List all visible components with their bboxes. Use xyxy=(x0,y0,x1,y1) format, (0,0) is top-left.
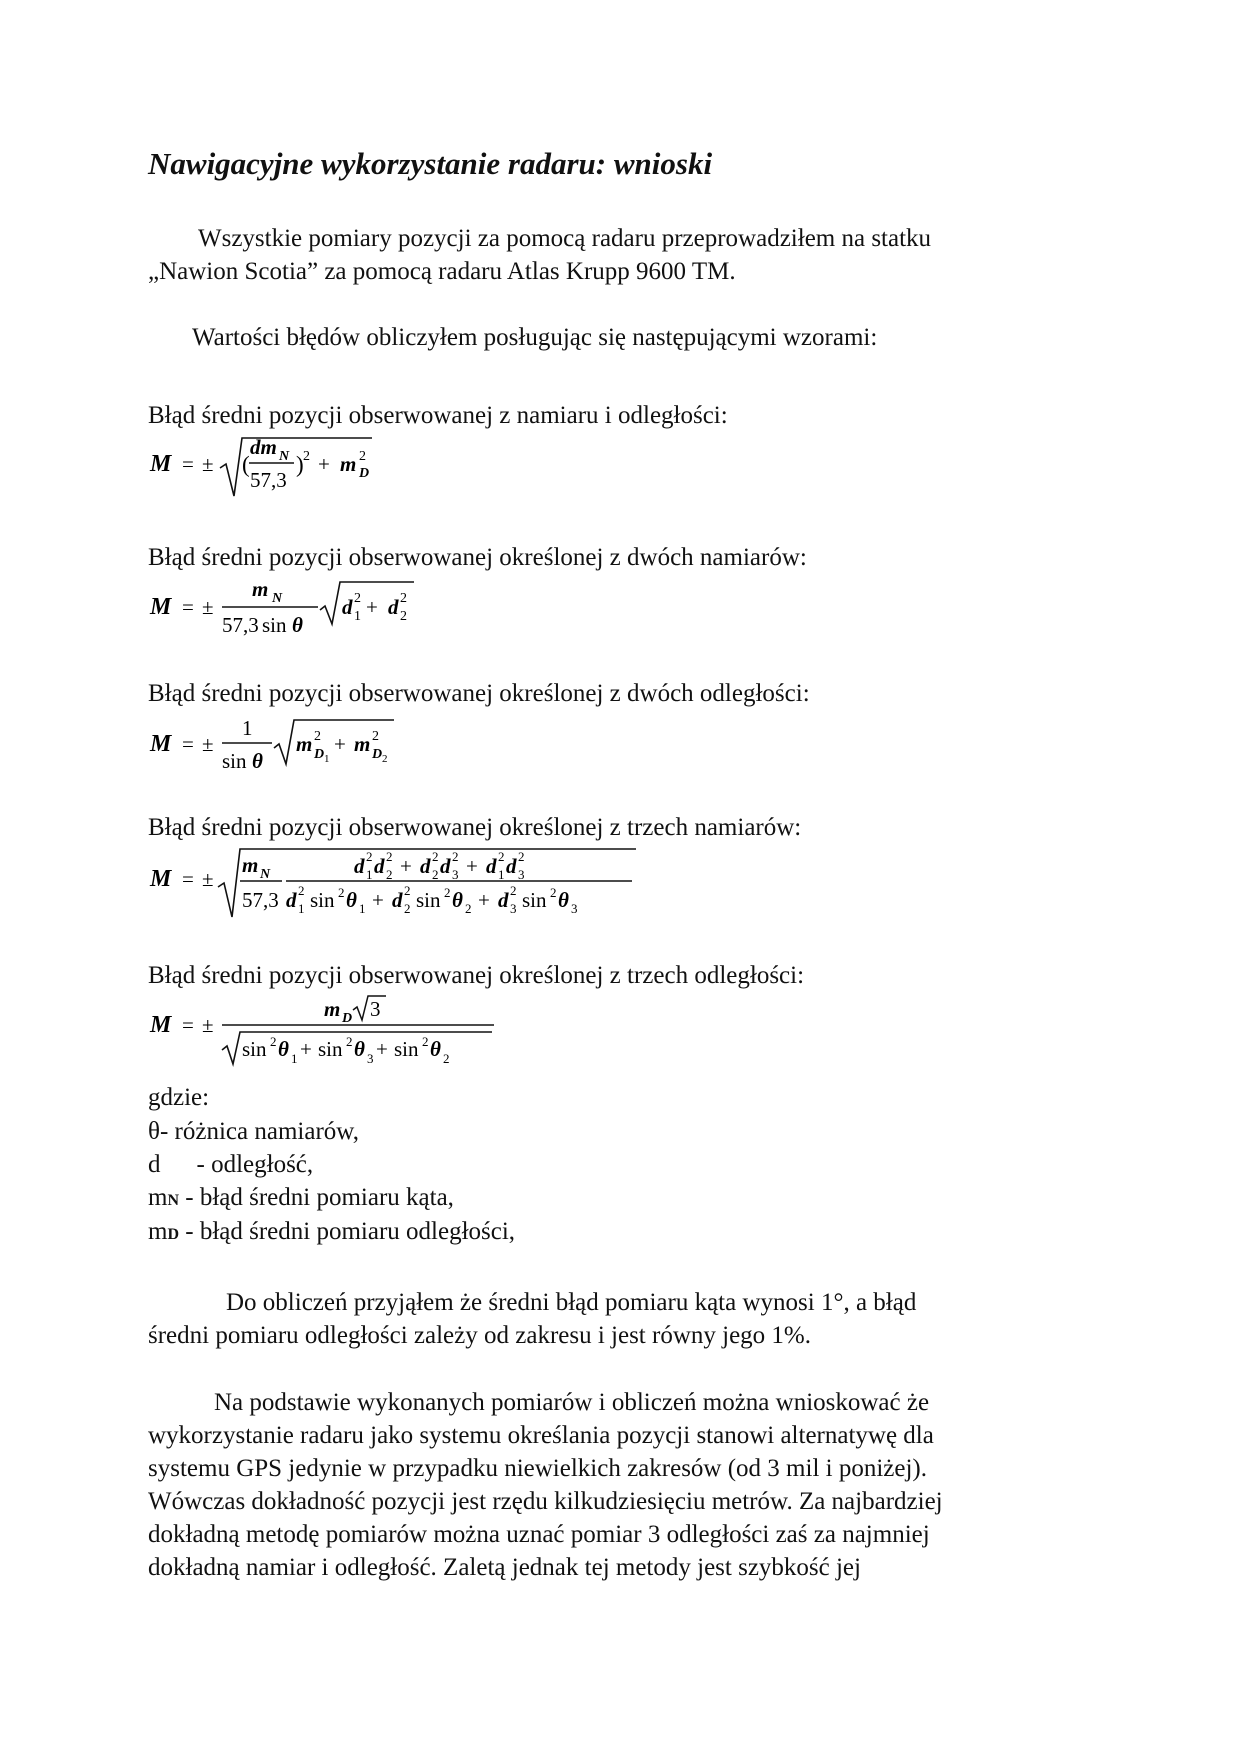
math-exp-2: 2 xyxy=(422,1034,429,1049)
math-sub-D: D xyxy=(359,466,370,481)
math-M: M xyxy=(150,731,172,757)
math-sub-3: 3 xyxy=(510,901,517,916)
math-d: d xyxy=(392,888,403,912)
legend-d-text: - odległość, xyxy=(196,1151,314,1178)
math-exp-2: 2 xyxy=(270,1034,277,1049)
math-exp-2: 2 xyxy=(400,591,407,606)
math-d: d xyxy=(342,595,353,619)
math-eq: = xyxy=(182,732,194,756)
math-exp-2: 2 xyxy=(372,729,379,744)
math-sub-1: 1 xyxy=(498,867,505,882)
assumption-line-2: średni pomiaru odległości zależy od zakresu i jest równy jego 1%. xyxy=(148,1322,812,1349)
math-M: M xyxy=(150,1012,172,1038)
math-57-3: 57,3 xyxy=(222,613,259,637)
math-M: M xyxy=(150,451,172,477)
math-exp-2: 2 xyxy=(303,449,310,464)
math-exp-2: 2 xyxy=(444,885,451,900)
math-sin: sin xyxy=(318,1037,343,1061)
math-plus: + xyxy=(318,452,330,476)
math-three: 3 xyxy=(370,997,381,1021)
math-d: d xyxy=(374,854,385,878)
math-sub-1: 1 xyxy=(298,901,305,916)
formula-2-equation xyxy=(146,574,446,646)
math-theta: θ xyxy=(558,888,569,912)
math-sub-3: 3 xyxy=(571,901,578,916)
math-d: d xyxy=(440,854,451,878)
math-d: d xyxy=(354,854,365,878)
math-sub-D: D xyxy=(314,747,325,762)
conclusion-line-2: wykorzystanie radaru jako systemu określania pozycji stanowi alternatywę dla xyxy=(148,1422,934,1449)
legend-gdzie: gdzie: xyxy=(148,1084,210,1111)
math-sin: sin xyxy=(522,888,547,912)
math-sub-3: 3 xyxy=(518,867,525,882)
math-exp-2: 2 xyxy=(346,1034,353,1049)
math-exp-2: 2 xyxy=(314,729,321,744)
math-pm: ± xyxy=(202,867,214,891)
legend-mn xyxy=(148,1181,454,1217)
math-d: d xyxy=(388,595,399,619)
math-plus: + xyxy=(400,854,412,878)
math-m: m xyxy=(242,853,259,877)
math-d: d xyxy=(506,854,517,878)
math-eq: = xyxy=(182,595,194,619)
math-sub-3: 3 xyxy=(367,1051,374,1066)
math-m: m xyxy=(324,997,341,1021)
assumption-line-1: Do obliczeń przyjąłem że średni błąd pomiaru kąta wynosi 1°, a błąd xyxy=(226,1289,917,1316)
math-m: m xyxy=(340,452,357,476)
math-lparen: ( xyxy=(242,452,250,477)
legend-mn-symbol: m xyxy=(148,1184,168,1211)
legend-md-symbol: m xyxy=(148,1218,168,1245)
math-eq: = xyxy=(182,1013,194,1037)
math-exp-2: 2 xyxy=(338,885,345,900)
math-theta: θ xyxy=(346,888,357,912)
math-pm: ± xyxy=(202,452,214,476)
math-m: m xyxy=(296,732,313,756)
math-57-3: 57,3 xyxy=(242,888,279,912)
formula-5-label: Błąd średni pozycji obserwowanej określonej z trzech odległości: xyxy=(148,962,805,989)
math-d: d xyxy=(486,854,497,878)
math-sub-D: D xyxy=(372,747,383,762)
math-sub-D: D xyxy=(342,1011,353,1026)
conclusion-line-5: dokładną metodę pomiarów można uznać pomiar 3 odległości zaś za najmniej xyxy=(148,1521,930,1548)
math-sin: sin xyxy=(416,888,441,912)
math-sin: sin xyxy=(310,888,335,912)
formula-4-equation xyxy=(146,843,646,923)
math-sub-N: N xyxy=(279,449,290,464)
conclusion-line-3: systemu GPS jedynie w przypadku niewielkich zakresów (od 3 mil i poniżej). xyxy=(148,1455,928,1482)
math-exp-2: 2 xyxy=(386,849,393,864)
math-plus: + xyxy=(366,595,378,619)
math-sub-N: N xyxy=(260,867,271,882)
math-sub-1: 1 xyxy=(354,609,361,624)
math-d: d xyxy=(498,888,509,912)
math-m: m xyxy=(354,732,371,756)
math-d: d xyxy=(286,888,297,912)
legend-mn-text: - błąd średni pomiaru kąta, xyxy=(179,1184,454,1211)
math-sin: sin xyxy=(262,613,287,637)
math-sin: sin xyxy=(242,1037,267,1061)
legend-mn-sub: N xyxy=(167,1192,180,1209)
math-eq: = xyxy=(182,867,194,891)
math-one: 1 xyxy=(242,716,253,740)
formulas-intro: Wartości błędów obliczyłem posługując się następującymi wzorami: xyxy=(192,324,878,351)
math-plus: + xyxy=(372,888,384,912)
math-theta: θ xyxy=(430,1037,441,1061)
legend-d xyxy=(148,1148,313,1181)
math-pm: ± xyxy=(202,732,214,756)
intro-line-2: „Nawion Scotia” za pomocą radaru Atlas Krupp 9600 TM. xyxy=(148,258,736,285)
formula-1-equation xyxy=(146,430,386,504)
legend-md-sub: D xyxy=(167,1226,180,1243)
math-sub-2: 2 xyxy=(382,753,388,765)
math-sub-2: 2 xyxy=(432,867,439,882)
math-m: m xyxy=(252,577,269,601)
math-sub-1: 1 xyxy=(324,753,330,765)
math-sin: sin xyxy=(222,749,247,773)
legend-theta: θ- różnica namiarów, xyxy=(148,1118,359,1145)
math-M: M xyxy=(150,594,172,620)
math-exp-2: 2 xyxy=(432,849,439,864)
math-sub-1: 1 xyxy=(359,901,366,916)
formula-1-label: Błąd średni pozycji obserwowanej z namiaru i odległości: xyxy=(148,402,728,429)
math-exp-2: 2 xyxy=(404,883,411,898)
formula-5-equation xyxy=(146,992,506,1074)
math-theta: θ xyxy=(292,613,303,637)
math-exp-2: 2 xyxy=(452,849,459,864)
math-pm: ± xyxy=(202,595,214,619)
math-exp-2: 2 xyxy=(518,849,525,864)
math-sub-2: 2 xyxy=(386,867,393,882)
formula-4-label: Błąd średni pozycji obserwowanej określonej z trzech namiarów: xyxy=(148,814,802,841)
math-exp-2: 2 xyxy=(498,849,505,864)
formula-3-label: Błąd średni pozycji obserwowanej określonej z dwóch odległości: xyxy=(148,680,810,707)
page-title: Nawigacyjne wykorzystanie radaru: wnioski xyxy=(148,146,713,181)
math-sub-N: N xyxy=(272,591,283,606)
math-sub-1: 1 xyxy=(291,1051,298,1066)
math-pm: ± xyxy=(202,1013,214,1037)
math-plus: + xyxy=(376,1037,388,1061)
math-theta: θ xyxy=(278,1037,289,1061)
math-d: d xyxy=(420,854,431,878)
math-exp-2: 2 xyxy=(550,885,557,900)
conclusion-line-6: dokładną namiar i odległość. Zaletą jednak tej metody jest szybkość jej xyxy=(148,1554,861,1581)
math-theta: θ xyxy=(252,749,263,773)
math-sub-1: 1 xyxy=(366,867,373,882)
math-plus: + xyxy=(334,732,346,756)
intro-line-1: Wszystkie pomiary pozycji za pomocą radaru przeprowadziłem na statku xyxy=(198,225,932,252)
math-theta: θ xyxy=(452,888,463,912)
math-sub-2: 2 xyxy=(404,901,411,916)
conclusion-line-4: Wówczas dokładność pozycji jest rzędu kilkudziesięciu metrów. Za najbardziej xyxy=(148,1488,943,1515)
math-theta: θ xyxy=(354,1037,365,1061)
math-rparen: ) xyxy=(296,452,304,477)
math-plus: + xyxy=(300,1037,312,1061)
math-sub-3: 3 xyxy=(452,867,459,882)
formula-3-equation xyxy=(146,710,406,782)
legend-md xyxy=(148,1215,515,1251)
math-exp-2: 2 xyxy=(298,883,305,898)
math-plus: + xyxy=(478,888,490,912)
math-sub-2: 2 xyxy=(465,901,472,916)
math-exp-2: 2 xyxy=(359,449,366,464)
math-eq: = xyxy=(182,452,194,476)
math-plus: + xyxy=(466,854,478,878)
math-M: M xyxy=(150,866,172,892)
math-sub-2: 2 xyxy=(443,1051,450,1066)
legend-md-text: - błąd średni pomiaru odległości, xyxy=(179,1218,516,1245)
math-57-3: 57,3 xyxy=(250,468,287,492)
formula-2-label: Błąd średni pozycji obserwowanej określonej z dwóch namiarów: xyxy=(148,544,807,571)
conclusion-line-1: Na podstawie wykonanych pomiarów i obliczeń można wnioskować że xyxy=(214,1389,930,1416)
math-exp-2: 2 xyxy=(366,849,373,864)
math-dm: dm xyxy=(250,435,277,459)
math-sub-2: 2 xyxy=(400,609,407,624)
legend-d-symbol: d xyxy=(148,1151,161,1178)
math-exp-2: 2 xyxy=(510,883,517,898)
math-exp-2: 2 xyxy=(354,591,361,606)
math-sin: sin xyxy=(394,1037,419,1061)
